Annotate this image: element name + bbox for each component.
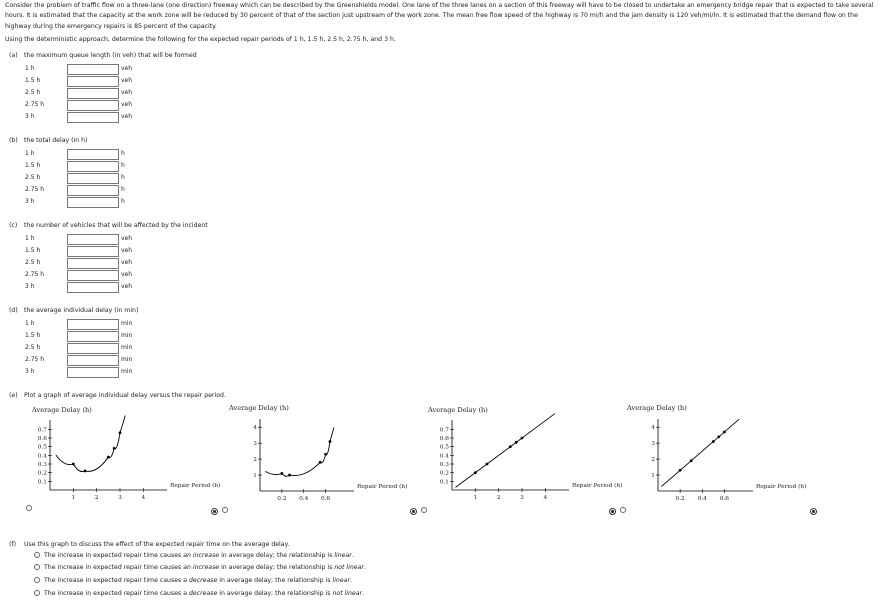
graph-3-info-icon[interactable]	[609, 508, 616, 515]
part-d-row-label: 1.5 h	[25, 332, 41, 339]
part-c-unit: veh	[121, 271, 133, 278]
part-c-row-label: 2.75 h	[25, 271, 45, 278]
part-b-unit: h	[121, 186, 125, 193]
part-b-answer-input[interactable]	[67, 149, 119, 160]
part-a-answer-input[interactable]	[67, 64, 119, 75]
y-tick-label: 0.5	[37, 444, 47, 451]
part-b-row-label: 3 h	[25, 198, 35, 205]
y-tick-label: 0.1	[439, 479, 449, 486]
part-b-unit: h	[121, 198, 125, 205]
data-point	[288, 474, 291, 477]
option-2-text-c: in average delay; the relationship is	[219, 564, 335, 571]
part-b-unit: h	[121, 162, 125, 169]
data-point	[690, 459, 693, 462]
x-tick-label: 0.4	[697, 496, 707, 502]
part-b-row-label: 1.5 h	[25, 162, 41, 169]
part-c-answer-input[interactable]	[67, 258, 119, 269]
part-d-row-label: 2.5 h	[25, 344, 41, 351]
part-c-label: (c)	[9, 222, 18, 229]
data-point	[84, 470, 87, 473]
part-c-answer-input[interactable]	[67, 270, 119, 281]
part-e-text: Plot a graph of average individual delay versus the repair period.	[24, 392, 226, 399]
part-a-row-label: 1.5 h	[25, 77, 41, 84]
y-tick-label: 0.6	[37, 436, 47, 442]
y-tick-label: 3	[253, 441, 257, 448]
x-tick-label: 3	[520, 495, 524, 501]
part-a-row-label: 2.75 h	[25, 101, 45, 108]
instruction: Using the deterministic approach, determine the following for the expected repair periods of 1 h, 1.5 h, 2.5 h, 2.75 h, and 3 h.	[5, 36, 396, 43]
part-a-answer-input[interactable]	[67, 88, 119, 99]
option-3-radio[interactable]	[34, 577, 40, 583]
data-point	[723, 431, 726, 434]
x-axis-label: Repair Period (h)	[756, 484, 807, 490]
part-f-label: (f)	[9, 541, 17, 548]
part-b-unit: h	[121, 150, 125, 157]
x-tick-label: 4	[141, 495, 146, 501]
part-a-unit: veh	[121, 89, 133, 96]
option-2-text-b: an increase	[183, 564, 220, 571]
y-tick-label: 2	[651, 457, 655, 464]
data-point	[324, 453, 327, 456]
part-d-unit: min	[121, 356, 133, 363]
part-d-row-label: 2.75 h	[25, 356, 45, 363]
option-1-text-c: in average delay; the relationship is	[219, 552, 335, 559]
x-axis-label: Repair Period (h)	[357, 484, 408, 490]
part-c-unit: veh	[121, 259, 133, 266]
part-c-unit: veh	[121, 247, 133, 254]
y-tick-label: 0.2	[439, 470, 449, 477]
graph-1-radio[interactable]	[26, 505, 32, 511]
option-3-text-c: in average delay; the relationship is	[217, 577, 333, 584]
option-4-text-e: .	[362, 590, 365, 597]
graph-4-info-icon[interactable]	[810, 508, 817, 515]
part-b-row-label: 1 h	[25, 150, 35, 157]
x-tick-label: 0.2	[277, 496, 287, 502]
data-point	[509, 445, 512, 448]
x-tick-label: 2	[94, 495, 99, 501]
part-c-answer-input[interactable]	[67, 282, 119, 293]
part-a-answer-input[interactable]	[67, 100, 119, 111]
part-d-answer-input[interactable]	[67, 331, 119, 342]
series-line	[661, 419, 739, 486]
part-a-label: (a)	[9, 52, 18, 59]
option-4-text-a: The increase in expected repair time causes	[44, 590, 184, 597]
y-tick-label: 0.7	[37, 427, 47, 434]
graph-1-info-icon[interactable]	[211, 508, 218, 515]
part-a-text: the maximum queue length (in veh) that will be formed	[24, 52, 197, 59]
option-1-text-d: linear	[334, 552, 352, 559]
part-a-row-label: 2.5 h	[25, 89, 41, 96]
series-line	[56, 416, 125, 472]
option-2-text-e: .	[363, 564, 366, 571]
part-d-row-label: 3 h	[25, 368, 35, 375]
data-point	[319, 461, 322, 464]
data-point	[113, 447, 116, 450]
part-d-unit: min	[121, 368, 133, 375]
data-point	[119, 431, 122, 434]
y-tick-label: 4	[651, 425, 655, 432]
part-d-unit: min	[121, 320, 133, 327]
option-2-text-d: not linear	[334, 564, 364, 571]
graph-4	[640, 413, 825, 515]
option-3-text-e: .	[350, 577, 352, 584]
part-c-answer-input[interactable]	[67, 234, 119, 245]
y-tick-label: 3	[651, 441, 655, 448]
part-b-answer-input[interactable]	[67, 185, 119, 196]
x-tick-label: 1	[71, 495, 76, 501]
data-point	[712, 440, 715, 443]
part-b-answer-input[interactable]	[67, 197, 119, 208]
problem-intro: Consider the problem of traffic flow on a three-lane (one direction) freeway which can be described by the Greenshields model. One lane of the three lanes on a section of this freeway will have to be closed to undertake an emergency bridge repair that is expected to take several hours. It is estimated that the capacity at the work zone will be reduced by 30 percent of that of the section just upstream of the work zone. The mean free flow speed of the highway is 70 mi/h and the jam density is 120 veh/mi/ln. It is estimated that the demand flow on the highway during the emergency repairs is 85 percent of the capacity.	[5, 2, 874, 30]
graph-1-title: Average Delay (h)	[32, 406, 92, 414]
x-axis-label: Repair Period (h)	[572, 483, 623, 489]
part-b-answer-input[interactable]	[67, 161, 119, 172]
part-d-answer-input[interactable]	[67, 367, 119, 378]
option-1-text-b: an increase	[183, 552, 220, 559]
graph-3	[420, 415, 623, 512]
option-1-text-e: .	[351, 552, 354, 559]
option-2-radio[interactable]	[34, 564, 40, 570]
option-4-text-d: not linear	[332, 590, 363, 597]
y-tick-label: 0.5	[439, 444, 449, 451]
y-tick-label: 4	[253, 425, 257, 432]
series-line	[265, 428, 333, 477]
y-tick-label: 0.3	[37, 462, 47, 468]
part-a-unit: veh	[121, 101, 133, 108]
option-3-text-d: linear	[332, 577, 350, 584]
y-tick-label: 0.6	[439, 436, 449, 442]
part-a-answer-input[interactable]	[67, 112, 119, 123]
option-4-text-b: a decrease	[183, 590, 218, 597]
part-b-text: the total delay (in h)	[24, 137, 88, 144]
data-point	[486, 463, 489, 466]
graph-2-title: Average Delay (h)	[229, 404, 289, 412]
option-3-text-b: a decrease	[183, 577, 218, 584]
part-a-unit: veh	[121, 113, 133, 120]
part-c-row-label: 3 h	[25, 283, 35, 290]
graph-4-title: Average Delay (h)	[627, 404, 687, 412]
data-point	[521, 437, 524, 440]
y-tick-label: 1	[651, 473, 655, 480]
data-point	[329, 440, 332, 443]
x-tick-label: 0.4	[299, 496, 309, 502]
data-point	[107, 456, 110, 459]
part-a-row-label: 3 h	[25, 113, 35, 120]
x-tick-label: 3	[118, 495, 122, 501]
option-4[interactable]	[34, 590, 364, 598]
x-axis-label: Repair Period (h)	[170, 483, 221, 489]
option-4-text-c: in average delay; the relationship is	[217, 590, 333, 597]
part-c-row-label: 1 h	[25, 235, 35, 242]
graph-2-info-icon[interactable]	[410, 508, 417, 515]
data-point	[679, 469, 682, 472]
part-d-answer-input[interactable]	[67, 343, 119, 354]
option-3[interactable]	[34, 577, 352, 585]
part-b-row-label: 2.75 h	[25, 186, 45, 193]
part-d-label: (d)	[9, 307, 18, 314]
part-e-label: (e)	[9, 392, 18, 399]
x-tick-label: 4	[543, 495, 548, 501]
y-tick-label: 2	[253, 457, 257, 464]
y-tick-label: 0.2	[37, 470, 47, 477]
series-line	[456, 414, 555, 488]
part-a-unit: veh	[121, 77, 133, 84]
option-2-text-a: The increase in expected repair time causes	[44, 564, 184, 571]
part-f-text: Use this graph to discuss the effect of the expected repair time on the average delay.	[24, 541, 290, 548]
graph-3-radio[interactable]	[421, 507, 427, 513]
data-point	[515, 441, 518, 444]
part-c-unit: veh	[121, 235, 133, 242]
option-4-radio[interactable]	[34, 590, 40, 596]
y-tick-label: 0.3	[439, 462, 449, 468]
part-d-row-label: 1 h	[25, 320, 35, 327]
x-tick-label: 0.6	[320, 496, 331, 502]
part-d-answer-input[interactable]	[67, 319, 119, 330]
part-d-text: the average individual delay (in min)	[24, 307, 139, 314]
part-c-text: the number of vehicles that will be affected by the incident	[24, 222, 208, 229]
x-tick-label: 2	[496, 495, 501, 501]
y-tick-label: 0.1	[37, 479, 47, 486]
y-tick-label: 0.4	[439, 453, 449, 460]
part-b-label: (b)	[9, 137, 18, 144]
part-c-unit: veh	[121, 283, 133, 290]
part-a-row-label: 1 h	[25, 65, 35, 72]
part-b-unit: h	[121, 174, 125, 181]
part-c-row-label: 1.5 h	[25, 247, 41, 254]
option-1[interactable]	[34, 552, 354, 560]
x-tick-label: 1	[473, 495, 478, 501]
part-c-answer-input[interactable]	[67, 246, 119, 257]
x-tick-label: 0.2	[675, 496, 685, 502]
option-3-text-a: The increase in expected repair time causes	[44, 577, 184, 584]
graph-2-radio[interactable]	[222, 507, 228, 513]
option-1-radio[interactable]	[34, 552, 40, 558]
part-a-answer-input[interactable]	[67, 76, 119, 87]
data-point	[72, 463, 75, 466]
graph-2	[240, 413, 425, 515]
part-b-answer-input[interactable]	[67, 173, 119, 184]
y-tick-label: 1	[253, 473, 257, 480]
part-d-answer-input[interactable]	[67, 355, 119, 366]
y-tick-label: 0.4	[37, 453, 47, 460]
part-d-unit: min	[121, 332, 133, 339]
part-b-row-label: 2.5 h	[25, 174, 41, 181]
option-2[interactable]	[34, 564, 366, 572]
graph-3-title: Average Delay (h)	[428, 406, 488, 414]
option-1-text-a: The increase in expected repair time causes	[44, 552, 184, 559]
part-d-unit: min	[121, 344, 133, 351]
part-c-row-label: 2.5 h	[25, 259, 41, 266]
graph-1	[20, 415, 221, 512]
data-point	[280, 472, 283, 475]
data-point	[717, 435, 720, 438]
x-tick-label: 0.6	[719, 496, 730, 502]
part-a-unit: veh	[121, 65, 133, 72]
data-point	[474, 471, 477, 474]
graph-4-radio[interactable]	[620, 507, 626, 513]
y-tick-label: 0.7	[439, 427, 449, 434]
